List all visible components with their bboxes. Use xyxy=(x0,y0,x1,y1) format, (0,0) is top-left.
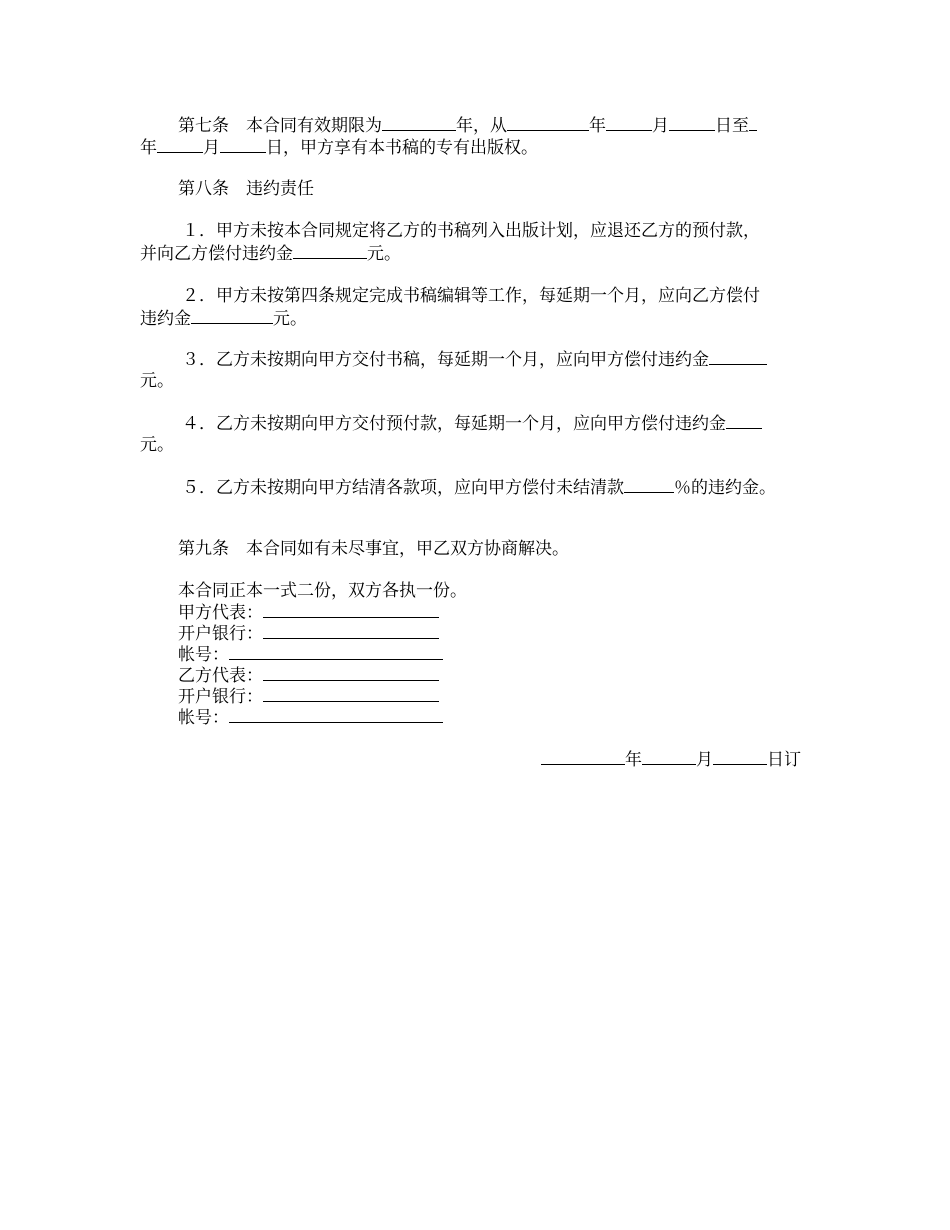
party-b-account-row xyxy=(178,706,443,728)
article8-item4-line1 xyxy=(182,412,762,434)
article8-item5 xyxy=(182,476,776,498)
article8-item2-line1: ２．甲方未按第四条规定完成书稿编辑等工作，每延期一个月，应向乙方偿付 xyxy=(182,286,760,306)
article8-item3-line1 xyxy=(182,348,767,370)
party-a-bank-label: 开户银行： xyxy=(178,624,263,644)
sign-day-label: 日订 xyxy=(767,750,801,770)
start-month-blank xyxy=(606,114,652,131)
sign-year-label: 年 xyxy=(625,750,642,770)
article8-item1-line2 xyxy=(140,242,401,264)
party-b-bank-label: 开户银行： xyxy=(178,687,263,707)
article8-item4-line2: 元。 xyxy=(140,435,174,455)
sign-day-blank xyxy=(713,748,767,765)
article7-text-b: 年，从 xyxy=(456,116,507,136)
copies-statement: 本合同正本一式二份，双方各执一份。 xyxy=(178,581,467,601)
article7-text-a: 第七条 本合同有效期限为 xyxy=(178,116,382,136)
article8-item2-line2 xyxy=(140,307,307,329)
article7-text-c: 年 xyxy=(589,116,606,136)
article7-text-f: 年 xyxy=(140,138,157,158)
article7-line2 xyxy=(140,136,538,158)
party-b-account-blank xyxy=(229,706,443,723)
start-day-blank xyxy=(669,114,715,131)
end-day-blank xyxy=(220,136,266,153)
validity-years-blank xyxy=(382,114,456,131)
article7-text-g: 月 xyxy=(203,138,220,158)
party-a-bank-blank xyxy=(263,622,439,639)
item2-text-a: 违约金 xyxy=(140,309,191,329)
article7-text-h: 日，甲方享有本书稿的专有出版权。 xyxy=(266,138,538,158)
item3-penalty-blank xyxy=(709,348,767,365)
party-b-rep-row xyxy=(178,664,439,686)
article7-line1 xyxy=(178,114,757,136)
item2-penalty-blank xyxy=(191,307,273,324)
sign-month-label: 月 xyxy=(696,750,713,770)
item1-text-a: 并向乙方偿付违约金 xyxy=(140,244,293,264)
sign-year-blank xyxy=(541,748,625,765)
item5-text-b: ％的违约金。 xyxy=(674,478,776,498)
party-a-rep-row xyxy=(178,601,439,623)
item3-text: ３．乙方未按期向甲方交付书稿，每延期一个月，应向甲方偿付违约金 xyxy=(182,350,709,370)
end-month-blank xyxy=(157,136,203,153)
article8-item3-line2: 元。 xyxy=(140,371,174,391)
party-a-bank-row xyxy=(178,622,439,644)
party-a-account-row xyxy=(178,643,443,665)
signing-date-line xyxy=(541,748,801,770)
item1-penalty-blank xyxy=(293,242,367,259)
item5-text-a: ５．乙方未按期向甲方结清各款项，应向甲方偿付未结清款 xyxy=(182,478,624,498)
start-year-blank xyxy=(507,114,589,131)
item4-text: ４．乙方未按期向甲方交付预付款，每延期一个月，应向甲方偿付违约金 xyxy=(182,414,726,434)
party-b-rep-label: 乙方代表： xyxy=(178,666,263,686)
article7-text-e: 日至 xyxy=(715,116,749,136)
item4-penalty-blank xyxy=(726,412,762,429)
party-b-bank-blank xyxy=(263,685,439,702)
sign-month-blank xyxy=(642,748,696,765)
party-a-account-label: 帐号： xyxy=(178,645,229,665)
party-a-rep-blank xyxy=(263,601,439,618)
party-a-account-blank xyxy=(229,643,443,660)
party-a-rep-label: 甲方代表： xyxy=(178,603,263,623)
item1-text-b: 元。 xyxy=(367,244,401,264)
item5-percent-blank xyxy=(624,476,674,493)
party-b-rep-blank xyxy=(263,664,439,681)
end-year-blank-a xyxy=(749,114,757,131)
article8-item1-line1: １．甲方未按本合同规定将乙方的书稿列入出版计划，应退还乙方的预付款， xyxy=(182,221,760,241)
item2-text-b: 元。 xyxy=(273,309,307,329)
party-b-bank-row xyxy=(178,685,439,707)
article7-text-d: 月 xyxy=(652,116,669,136)
article8-heading: 第八条 违约责任 xyxy=(178,179,314,199)
article9: 第九条 本合同如有未尽事宜，甲乙双方协商解决。 xyxy=(178,539,569,559)
party-b-account-label: 帐号： xyxy=(178,708,229,728)
